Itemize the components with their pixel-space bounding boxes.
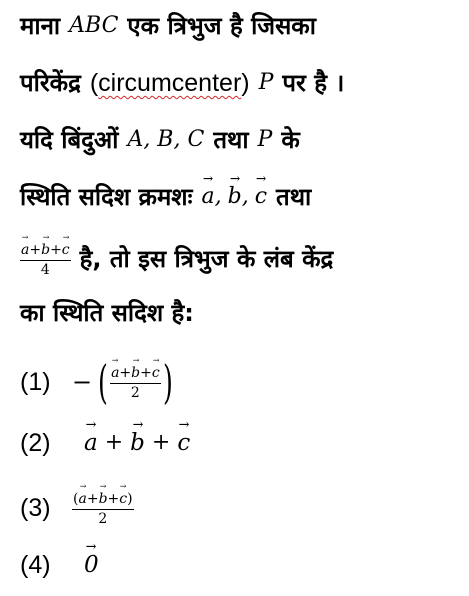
question-line-4 [20, 181, 465, 213]
plus: + [50, 241, 62, 258]
plus: + [86, 490, 99, 507]
option-4[interactable] [20, 549, 465, 581]
vector-b: → b [99, 489, 108, 509]
vector-a: → a [201, 181, 214, 213]
zero-vector: → 0 [84, 549, 99, 581]
option-2[interactable] [20, 427, 465, 459]
comma: , [214, 184, 222, 209]
text: है, तो इस त्रिभुज के लंब केंद्र [79, 245, 334, 273]
text: यदि बिंदुओं [20, 126, 119, 154]
vector-b: → b [130, 427, 145, 459]
text: का स्थिति सदिश है: [20, 299, 194, 327]
vector-c: → c [152, 363, 160, 383]
vector-c: → c [119, 489, 127, 509]
text: एक त्रिभुज है जिसका [127, 12, 316, 40]
vector-b: → b [131, 363, 140, 383]
question-line-5 [20, 236, 465, 282]
option-3[interactable] [20, 483, 465, 533]
plus: + [140, 364, 152, 381]
text: माना [20, 12, 61, 40]
paren-open: ( [89, 69, 99, 97]
text: पर है । [282, 69, 345, 97]
text: स्थिति सदिश क्रमशः [20, 183, 193, 211]
denominator: 2 [98, 510, 108, 527]
question-line-1 [20, 10, 465, 42]
paren-right: ) [162, 355, 173, 409]
plus: + [104, 430, 124, 455]
plus: + [119, 364, 132, 381]
plus: + [107, 490, 120, 507]
question-line-3 [20, 124, 465, 156]
option-label: (1) [20, 368, 51, 396]
fraction-sum-over-4 [20, 240, 71, 279]
vector-a: → a [21, 240, 29, 260]
text: तथा [213, 126, 249, 154]
point-p: P [258, 70, 274, 95]
circumcenter-word: circumcenter [98, 69, 242, 97]
option-label: (4) [20, 551, 51, 579]
point-p: P [257, 127, 273, 152]
vector-b: → b [228, 181, 242, 213]
option-label: (3) [20, 494, 51, 522]
plus: + [29, 241, 42, 258]
option-label: (2) [20, 429, 51, 457]
plus: + [151, 430, 171, 455]
question-line-6 [20, 297, 465, 329]
minus-sign: − [72, 368, 93, 396]
paren-close: ) [241, 69, 250, 97]
points-abc: A, B, C [127, 127, 205, 152]
denominator: 2 [130, 384, 140, 401]
text: परिकेंद्र [20, 69, 81, 97]
paren-open: ( [73, 490, 79, 507]
vector-c: → c [177, 427, 190, 459]
triangle-name: ABC [69, 13, 119, 38]
vector-b: → b [41, 240, 50, 260]
numerator [72, 489, 134, 510]
comma: , [241, 184, 249, 209]
option-1[interactable] [20, 352, 465, 412]
vector-c: → c [62, 240, 70, 260]
vector-a: → a [111, 363, 119, 383]
numerator [110, 363, 161, 384]
paren-left: ( [98, 355, 109, 409]
vector-c: → c [255, 181, 267, 213]
fraction-sum-over-2 [72, 489, 134, 528]
vector-a: → a [84, 427, 98, 459]
text: तथा [276, 183, 312, 211]
vector-a: → a [78, 489, 86, 509]
question-line-2 [20, 67, 465, 99]
fraction-sum-over-2 [110, 363, 161, 402]
denominator: 4 [40, 261, 50, 278]
numerator [20, 240, 71, 261]
text: के [281, 126, 300, 154]
paren-close: ) [127, 490, 133, 507]
